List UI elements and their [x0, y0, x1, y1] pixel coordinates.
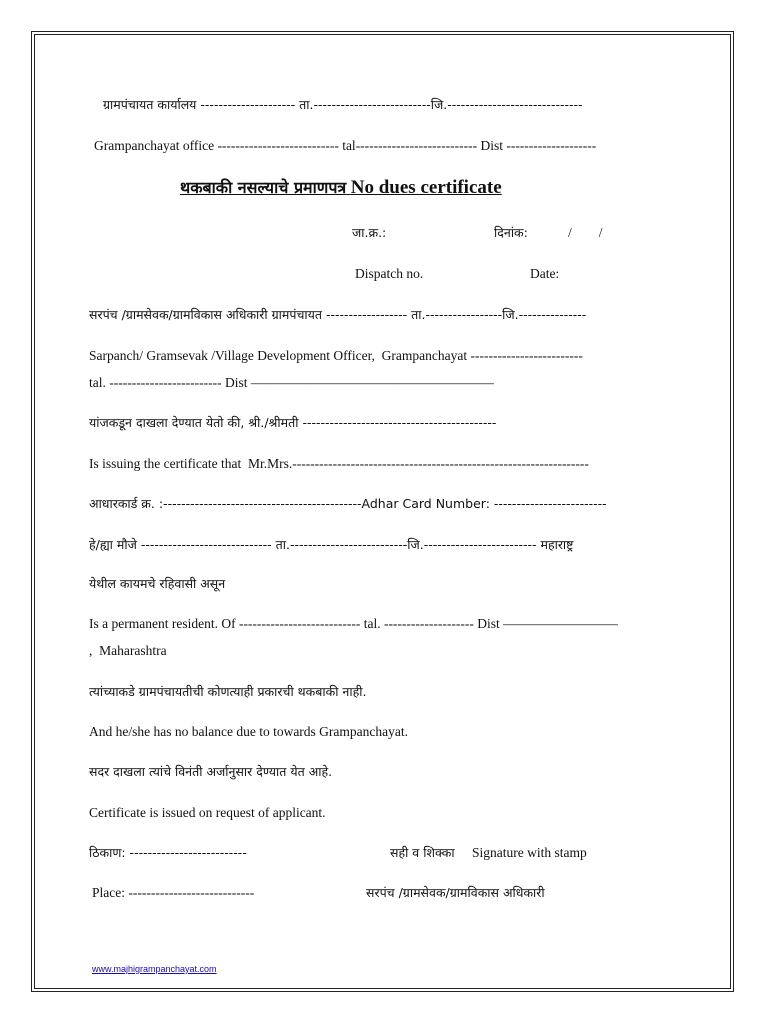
- issuing-line-marathi: यांजकडून दाखला देण्यात येतो की, श्री./श्रीमती -------------------------------------------: [89, 415, 497, 430]
- place-line-english: Place: ----------------------------: [92, 885, 255, 900]
- website-link[interactable]: www.majhigrampanchayat.com: [92, 964, 217, 974]
- header-line-marathi: ग्रामपंचायत कार्यालय --------------------- ता.--------------------------जि.------------------------------: [103, 97, 583, 112]
- signature-label-english: Signature with stamp: [472, 845, 587, 860]
- signature-label-marathi: सही व शिक्का: [390, 845, 455, 860]
- date-english: Date:: [530, 266, 560, 281]
- date-marathi: दिनांक:: [494, 225, 528, 240]
- certificate-title: [180, 176, 502, 199]
- officer-title-marathi: सरपंच /ग्रामसेवक/ग्रामविकास अधिकारी: [366, 885, 545, 900]
- aadhar-line: आधारकार्ड क्र. :--------------------------------------------Adhar Card Number: -------------------------: [89, 496, 607, 511]
- village-line-marathi: हे/ह्या मौजे ----------------------------- ता.--------------------------जि.------------------------- महाराष्ट्र: [89, 537, 574, 552]
- title-english: No dues certificate: [350, 177, 502, 198]
- issuing-line-english: Is issuing the certificate that Mr.Mrs.------------------------------------------------------------------: [89, 456, 589, 471]
- dispatch-no-marathi: जा.क्र.:: [352, 225, 387, 240]
- resident-line-marathi: येथील कायमचे रहिवासी असून: [89, 576, 226, 591]
- resident-line-english-2: , Maharashtra: [89, 643, 167, 658]
- request-line-marathi: सदर दाखला त्यांचे विनंती अर्जानुसार देण्यात येत आहे.: [89, 764, 333, 779]
- date-slashes: / /: [568, 225, 603, 240]
- officer-line-marathi: सरपंच /ग्रामसेवक/ग्रामविकास अधिकारी ग्रामपंचायत ------------------ ता.-----------------जि.---------------: [89, 307, 587, 322]
- officer-line-english-2: tal. ------------------------- Dist ––––––––––––––––––––––––––––––––––––: [89, 375, 494, 390]
- officer-line-english-1: Sarpanch/ Gramsevak /Village Development Officer, Grampanchayat -------------------------: [89, 348, 583, 363]
- title-marathi: थकबाकी नसल्याचे प्रमाणपत्र: [180, 178, 347, 197]
- nodues-line-english: And he/she has no balance due to towards Grampanchayat.: [89, 724, 409, 739]
- nodues-line-marathi: त्यांच्याकडे ग्रामपंचायतीची कोणत्याही प्रकारची थकबाकी नाही.: [89, 684, 367, 699]
- header-line-english: Grampanchayat office --------------------------- tal--------------------------- Dist --------------------: [94, 138, 597, 153]
- resident-line-english-1: Is a permanent resident. Of --------------------------- tal. -------------------- Dist –––––––––––––––––: [89, 616, 618, 631]
- place-line-marathi: ठिकाण: --------------------------: [89, 845, 247, 860]
- request-line-english: Certificate is issued on request of applicant.: [89, 805, 326, 820]
- dispatch-no-english: Dispatch no.: [355, 266, 424, 281]
